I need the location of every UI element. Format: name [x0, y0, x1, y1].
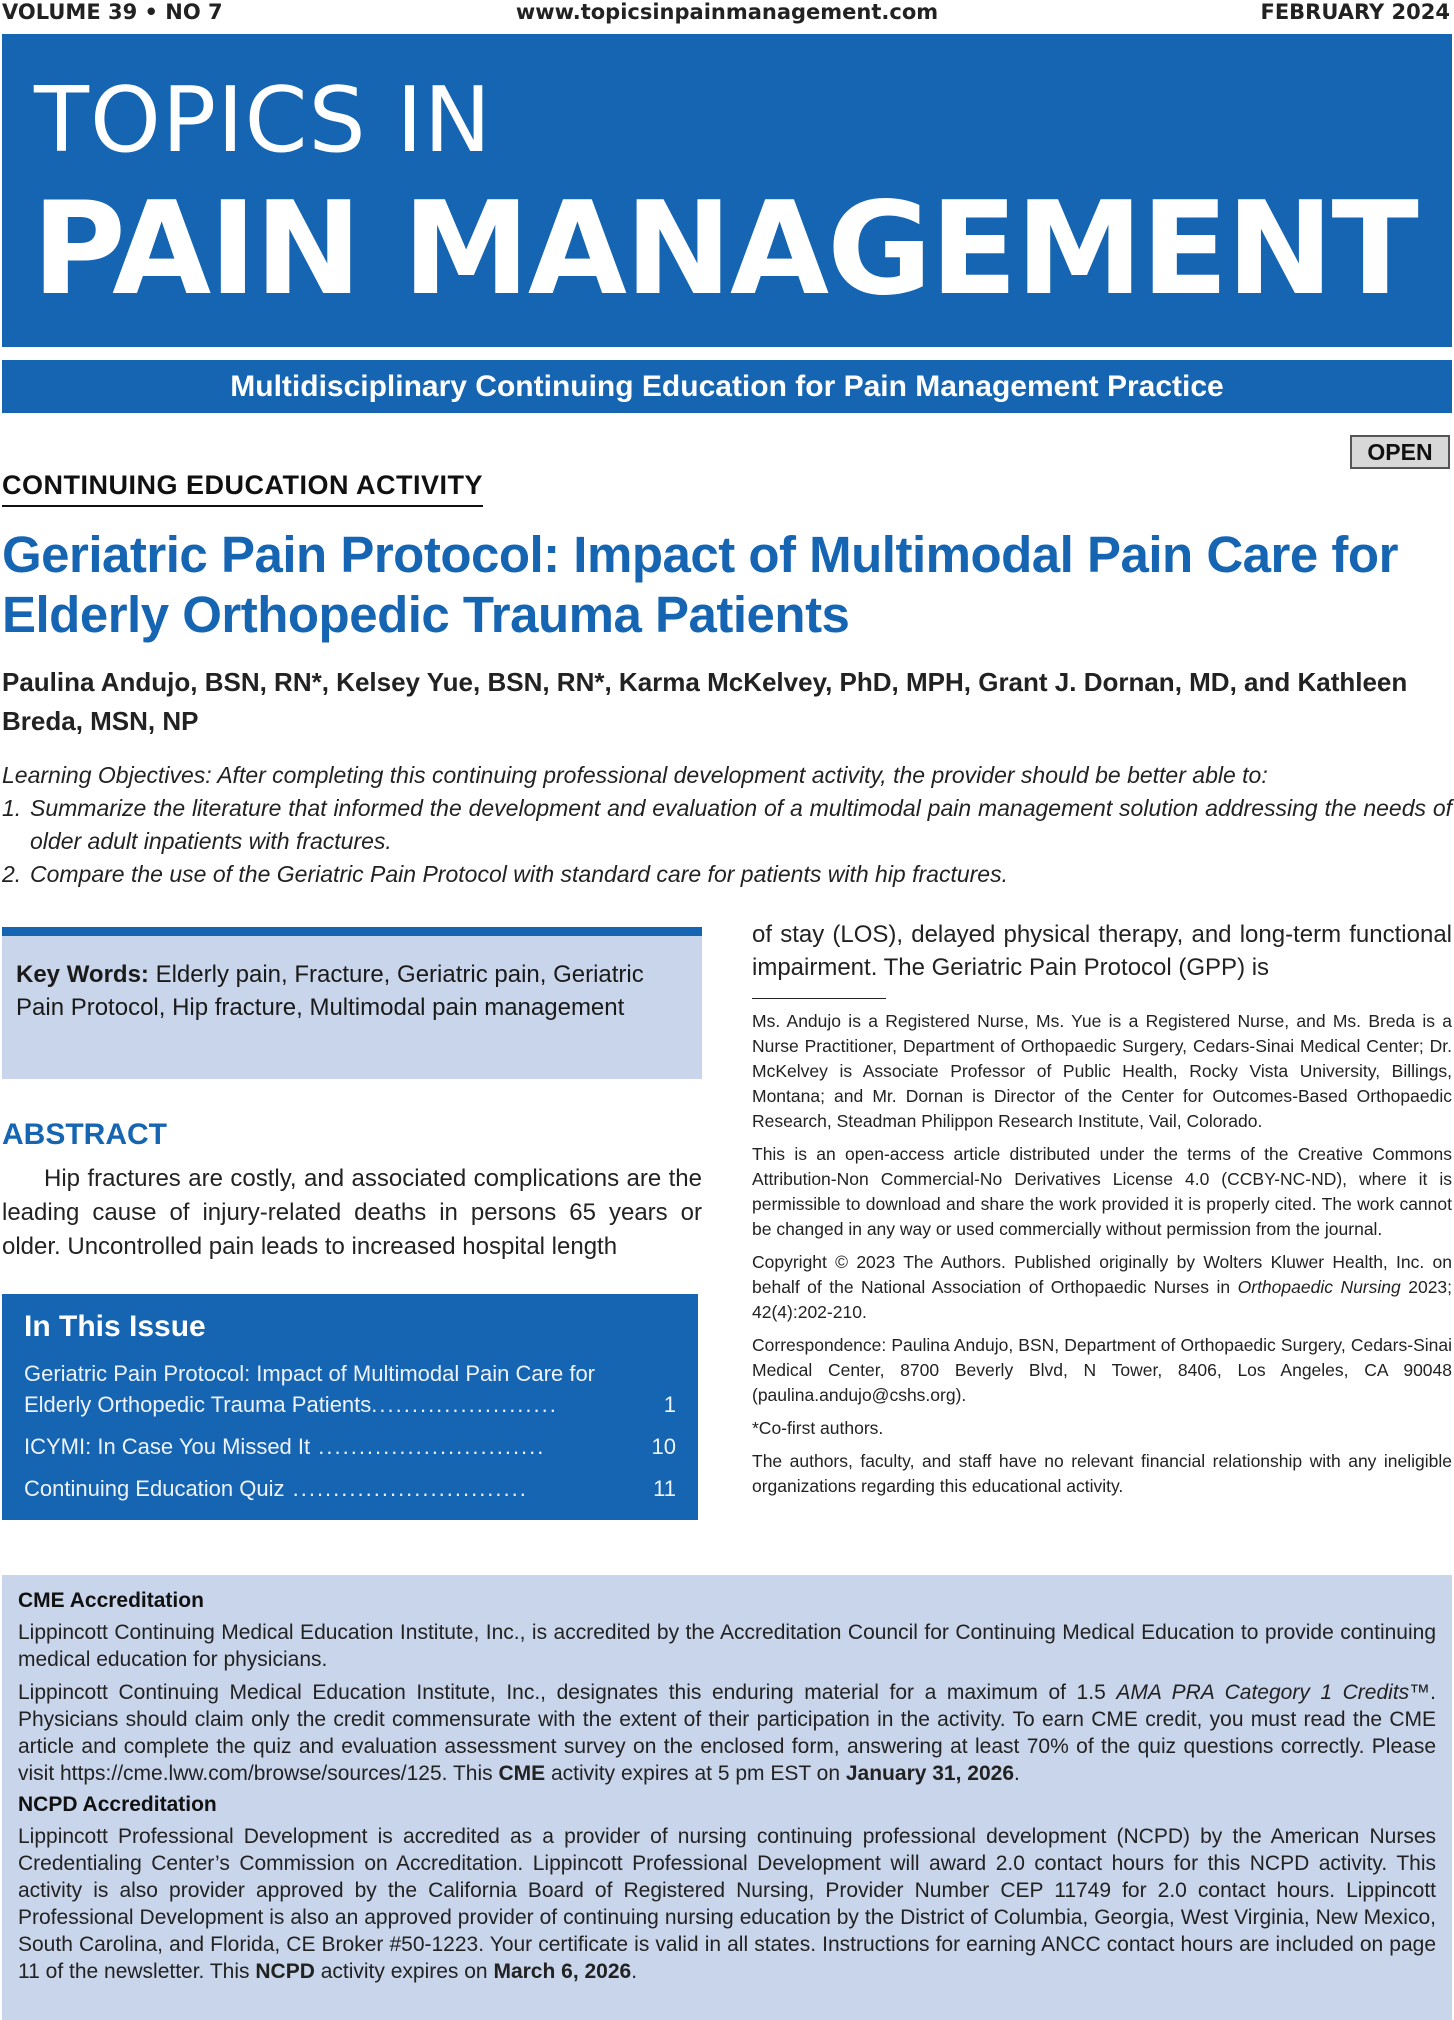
objective-text: Compare the use of the Geriatric Pain Protocol with standard care for patients with hip fractures.: [30, 861, 1008, 887]
footnote-copyright: Copyright © 2023 The Authors. Published originally by Wolters Kluwer Health, Inc. on behalf of the National Association of Orthopaedic Nurses in Orthopaedic Nursing 2023; 42(4):202-210.: [752, 1252, 1453, 1322]
issue-item-page: 11: [653, 1476, 676, 1501]
footnote-correspondence: Correspondence: Paulina Andujo, BSN, Department of Orthopaedic Surgery, Cedars-Sinai Medical Center, 8700 Beverly Blvd, N Tower, 8406, Los Angeles, CA 90048 (paulina.andujo@cshs.org).: [752, 1335, 1452, 1405]
masthead: [2, 34, 1452, 347]
website-url[interactable]: www.topicsinpainmanagement.com: [515, 0, 939, 24]
article-authors: Paulina Andujo, BSN, RN*, Kelsey Yue, BSN, RN*, Karma McKelvey, PhD, MPH, Grant J. Dornan, MD, and Kathleen Breda, MSN, NP: [2, 667, 1408, 736]
abstract-text: Hip fractures are costly, and associated complications are the leading cause of injury-related deaths in persons 65 years or older. Uncontrolled pain leads to increased hospital length: [2, 1165, 702, 1260]
issue-item-page: 10: [651, 1434, 676, 1459]
ncpd-paragraph: Lippincott Professional Development is accredited as a provider of nursing continuing professional development (NCPD) by the American Nurses Credentialing Center’s Commission on Accreditation. Lippincott Professional Development will award 2.0 contact hours for this NCPD activity. This activity is also provider approved by the California Board of Registered Nursing, Provider Number CEP 11749 for 2.0 contact hours. Lippincott Professional Development is also an approved provider of continuing nursing education by the District of Columbia, Georgia, West Virginia, New Mexico, South Carolina, and Florida, CE Broker #50-1223. Your certificate is valid in all states. Instructions for earning ANCC contact hours are included on page 11 of the newsletter. This NCPD activity expires on March 6, 2026.: [18, 1825, 1436, 1983]
footnote-cofirst: *Co-first authors.: [752, 1418, 884, 1438]
cme-paragraph-1: Lippincott Continuing Medical Education Institute, Inc., is accredited by the Accreditation Council for Continuing Medical Education to provide continuing medical education for physicians.: [18, 1621, 1436, 1671]
ncpd-heading: NCPD Accreditation: [18, 1793, 217, 1816]
objective-number: 1.: [2, 795, 22, 821]
issue-toc-item[interactable]: Continuing Education Quiz ............................. 11: [24, 1473, 676, 1504]
open-access-badge: OPEN: [1350, 435, 1450, 469]
in-this-issue-heading: In This Issue: [24, 1310, 206, 1343]
objective-item: [2, 858, 1452, 891]
keywords-label: Key Words:: [16, 961, 149, 988]
abstract-continued: of stay (LOS), delayed physical therapy, and long-term functional impairment. The Geriatric Pain Protocol (GPP) is: [752, 921, 1452, 981]
section-label: CONTINUING EDUCATION ACTIVITY: [2, 470, 483, 507]
volume-number: VOLUME 39 • NO 7: [2, 0, 223, 24]
masthead-subtitle: Multidisciplinary Continuing Education for Pain Management Practice: [2, 360, 1452, 413]
footnote-license: This is an open-access article distributed under the terms of the Creative Commons Attribution-Non Commercial-No Derivatives License 4.0 (CCBY-NC-ND), where it is permissible to download and share the work provided it is properly cited. The work cannot be changed in any way or used commercially without permission from the journal.: [752, 1144, 1452, 1239]
objectives-intro: Learning Objectives: After completing this continuing professional development activity, the provider should be better able to:: [2, 762, 1268, 788]
ncpd-expiry-date: March 6, 2026: [493, 1960, 632, 1983]
issue-item-page: 1: [663, 1392, 676, 1417]
masthead-line2: PAIN MANAGEMENT: [32, 175, 1417, 324]
cme-expiry-date: January 31, 2026: [845, 1762, 1014, 1785]
right-column: [752, 918, 1452, 1507]
abstract-heading: ABSTRACT: [2, 1118, 167, 1151]
issue-toc-item[interactable]: Geriatric Pain Protocol: Impact of Multimodal Pain Care for Elderly Orthopedic Trauma Patients....................... 1: [24, 1358, 676, 1420]
article-title: Geriatric Pain Protocol: Impact of Multimodal Pain Care for Elderly Orthopedic Trauma Patients: [2, 526, 1398, 643]
learning-objectives: [2, 759, 1452, 891]
objective-number: 2.: [2, 861, 22, 887]
keywords-box: [2, 927, 702, 1079]
footnote-disclosure: The authors, faculty, and staff have no relevant financial relationship with any ineligible organizations regarding this educational activity.: [752, 1451, 1452, 1496]
issue-toc-item[interactable]: ICYMI: In Case You Missed It ............................ 10: [24, 1431, 676, 1462]
issue-item-label: Geriatric Pain Protocol: Impact of Multimodal Pain Care for Elderly Orthopedic Trauma Patients: [24, 1361, 596, 1417]
top-info-bar: [0, 0, 1454, 32]
cme-paragraph-2: Lippincott Continuing Medical Education Institute, Inc., designates this enduring material for a maximum of 1.5 AMA PRA Category 1 Credits™. Physicians should claim only the credit commensurate with the extent of their participation in the activity. To earn CME credit, you must read the CME article and complete the quiz and evaluation assessment survey on the enclosed form, answering at least 70% of the quiz questions correctly. Please visit https://cme.lww.com/browse/sources/125. This CME activity expires at 5 pm EST on January 31, 2026.: [18, 1681, 1437, 1785]
footnote-divider: [752, 998, 886, 999]
objective-text: Summarize the literature that informed the development and evaluation of a multimodal pain management solution addressing the needs of older adult inpatients with fractures.: [30, 795, 1452, 854]
issue-date: FEBRUARY 2024: [1260, 0, 1450, 24]
in-this-issue-box: [2, 1294, 698, 1520]
cme-heading: CME Accreditation: [18, 1589, 204, 1612]
footnote-affiliations: Ms. Andujo is a Registered Nurse, Ms. Yue is a Registered Nurse, and Ms. Breda is a Nurse Practitioner, Department of Orthopaedic Surgery, Cedars-Sinai Medical Center; Dr. McKelvey is Associate Professor of Public Health, Rocky Vista University, Billings, Montana; and Mr. Dornan is Director of the Center for Outcomes-Based Orthopaedic Research, Steadman Philippon Research Institute, Vail, Colorado.: [752, 1011, 1452, 1131]
objective-item: [2, 792, 1452, 858]
accreditation-box: [2, 1575, 1452, 2020]
issue-item-label: Continuing Education Quiz: [24, 1476, 285, 1501]
masthead-line1: TOPICS IN: [34, 68, 493, 173]
issue-item-label: ICYMI: In Case You Missed It: [24, 1434, 311, 1459]
keywords-text: Elderly pain, Fracture, Geriatric pain, Geriatric Pain Protocol, Hip fracture, Multimodal pain management: [16, 961, 644, 1021]
